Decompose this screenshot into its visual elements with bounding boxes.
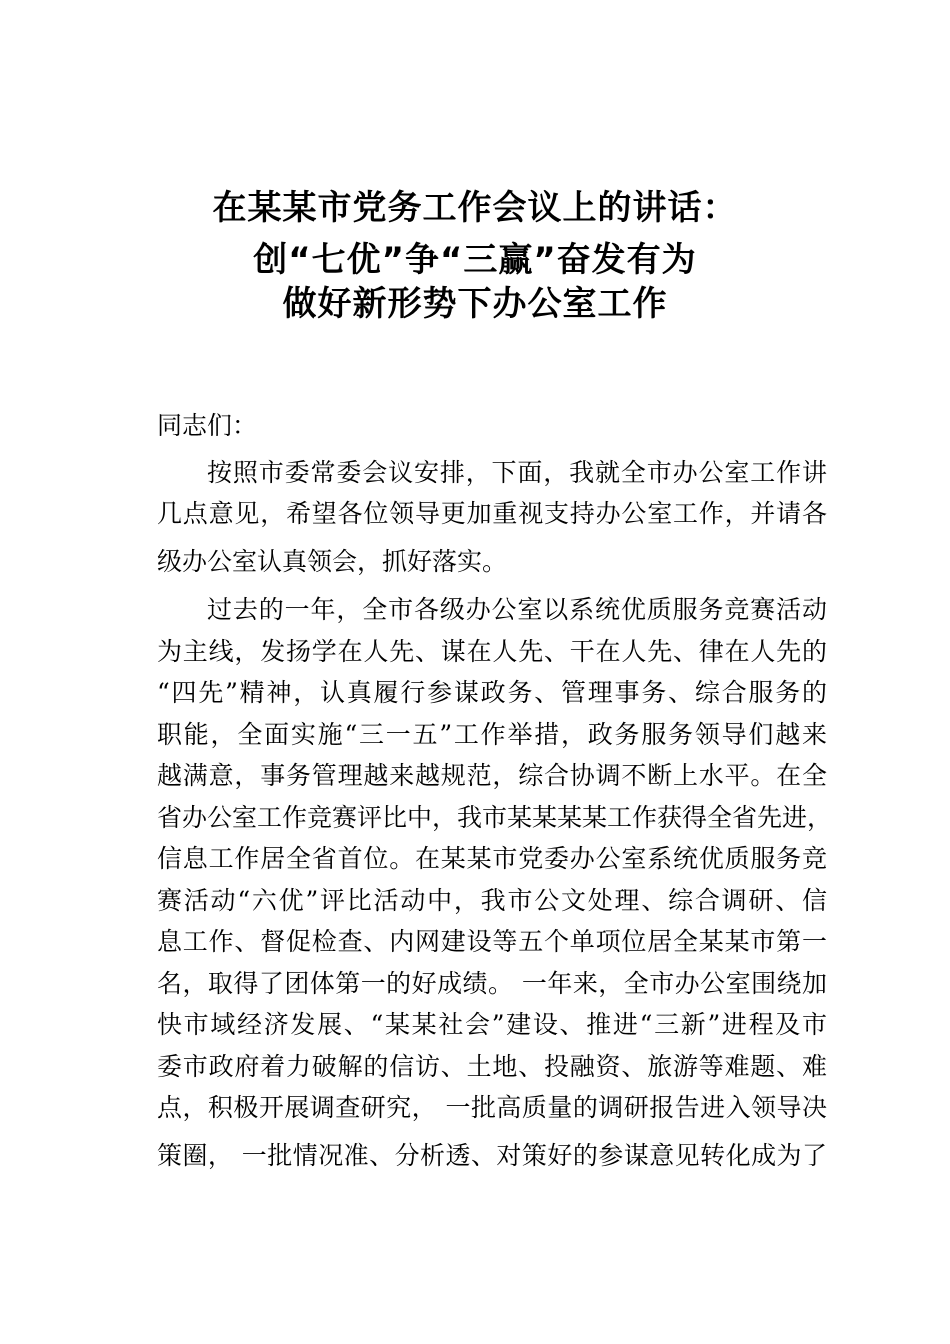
paragraph-2-line: 信息工作居全省首位。在某某市党委办公室系统优质服务竞 (157, 844, 827, 873)
paragraph-2-line: 快市域经济发展、“某某社会”建设、推进“三新”进程及市 (157, 1010, 827, 1039)
document-title-line-1: 在某某市党务工作会议上的讲话： (212, 188, 738, 228)
paragraph-2-line: 息工作、督促检查、内网建设等五个单项位居全某某市第一 (157, 927, 827, 956)
document-title-line-3: 做好新形势下办公室工作 (282, 284, 668, 324)
paragraph-2-line: 越满意，事务管理越来越规范，综合协调不断上水平。在全 (157, 761, 827, 790)
paragraph-2-line: 过去的一年，全市各级办公室以系统优质服务竞赛活动 (207, 595, 827, 624)
salutation: 同志们： (157, 411, 258, 440)
paragraph-2-line: 点，积极开展调查研究， 一批高质量的调研报告进入领导决 (157, 1093, 827, 1122)
paragraph-2-line: 赛活动“六优”评比活动中，我市公文处理、综合调研、信 (157, 886, 827, 915)
paragraph-2-line: 策圈， 一批情况准、分析透、对策好的参谋意见转化成为了 (157, 1141, 827, 1170)
paragraph-1-line: 按照市委常委会议安排，下面，我就全市办公室工作讲 (207, 458, 827, 487)
paragraph-1-line: 级办公室认真领会，抓好落实。 (157, 547, 508, 576)
paragraph-2-line: 省办公室工作竞赛评比中，我市某某某某工作获得全省先进， (157, 803, 833, 832)
paragraph-1-line: 几点意见，希望各位领导更加重视支持办公室工作，并请各 (157, 499, 827, 528)
paragraph-2-line: 委市政府着力破解的信访、土地、投融资、旅游等难题、难 (157, 1052, 827, 1081)
paragraph-2-line: “四先”精神，认真履行参谋政务、管理事务、综合服务的 (157, 678, 827, 707)
document-title-line-2: 创“七优”争“三赢”奋发有为 (253, 240, 697, 280)
paragraph-2-line: 职能，全面实施“三一五”工作举措，政务服务领导们越来 (157, 720, 827, 749)
paragraph-2-line: 名，取得了团体第一的好成绩。 一年来，全市办公室围绕加 (157, 969, 827, 998)
paragraph-2-line: 为主线，发扬学在人先、谋在人先、干在人先、律在人先的 (157, 637, 827, 666)
